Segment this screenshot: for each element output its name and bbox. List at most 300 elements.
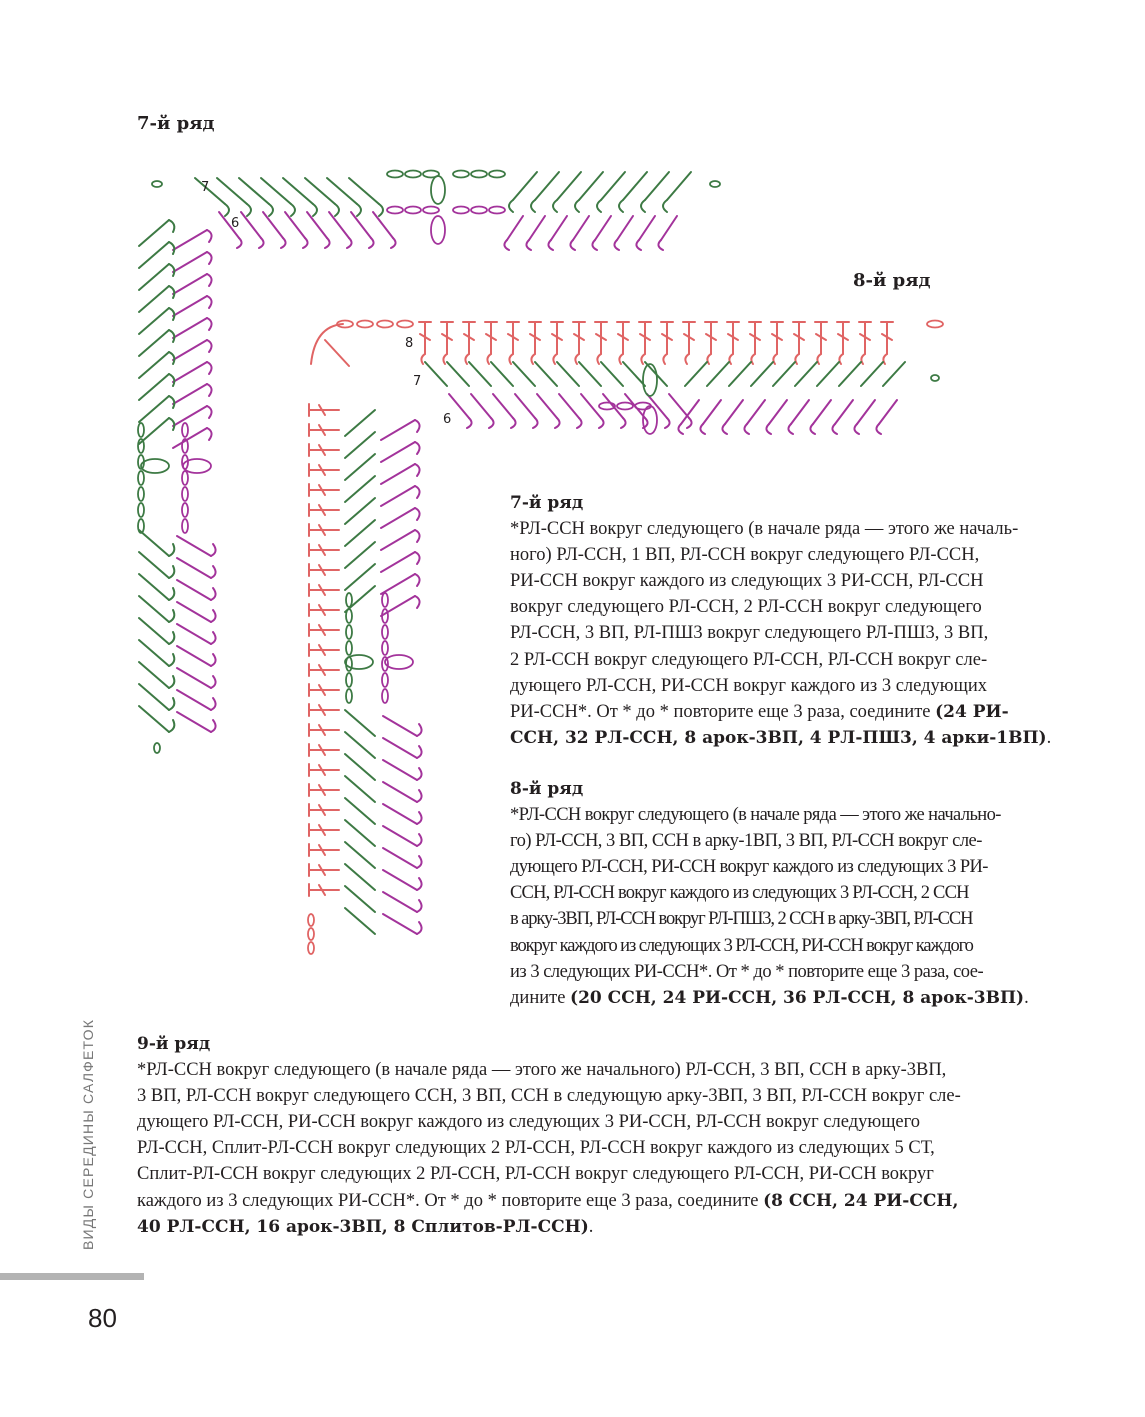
post-stitch-back <box>351 212 371 238</box>
post-hook <box>570 240 575 250</box>
post-stitch-front <box>469 362 491 386</box>
post-hook <box>207 384 212 396</box>
post-hook <box>211 654 216 666</box>
row7-line: дующего РЛ-ССН, РИ-ССН вокруг каждого из 3 следующих <box>510 675 987 696</box>
chain-stitch <box>357 321 373 328</box>
post-hook <box>169 396 174 408</box>
post-stitch-front <box>345 564 375 590</box>
chain-stitch <box>489 207 505 214</box>
row9-end: . <box>588 1216 594 1237</box>
post-hook <box>511 418 516 428</box>
post-hook <box>207 274 212 286</box>
round-label-7: 7 <box>201 180 210 195</box>
post-stitch-back <box>177 580 211 600</box>
post-stitch-back <box>383 782 417 802</box>
post-stitch-back <box>661 216 677 240</box>
cluster-stitch <box>643 406 657 434</box>
chain-stitch <box>308 928 314 940</box>
post-hook <box>207 230 212 242</box>
post-stitch-front <box>345 754 375 780</box>
post-hook <box>729 354 733 364</box>
post-hook <box>548 240 553 250</box>
post-stitch-back <box>177 646 211 666</box>
round-label-6: 6 <box>443 412 452 427</box>
post-stitch-front <box>139 662 169 688</box>
chain-stitch <box>308 942 314 954</box>
post-stitch-back <box>595 216 611 240</box>
chain-stitch <box>453 207 469 214</box>
row7-line: 2 РЛ-ССН вокруг следующего РЛ-ССН, РЛ-ССН вокруг сле- <box>510 649 988 670</box>
post-stitch-back <box>177 712 211 732</box>
post-hook <box>225 204 229 216</box>
post-hook <box>169 676 174 688</box>
post-hook <box>211 698 216 710</box>
post-hook <box>504 240 509 250</box>
chain-stitch <box>387 207 403 214</box>
post-hook <box>678 424 683 434</box>
post-stitch-back <box>381 574 415 594</box>
post-stitch-back <box>581 394 601 418</box>
chain-stitch <box>346 609 352 623</box>
row8-totals: (20 ССН, 24 РИ-ССН, 36 РЛ-ССН, 8 арок-3ВП) <box>570 987 1025 1008</box>
post-stitch-front <box>557 362 579 386</box>
chain-stitch <box>182 503 188 517</box>
post-hook <box>169 632 174 644</box>
post-hook <box>707 354 711 364</box>
row7-title: 7-й ряд <box>510 493 584 513</box>
post-hook <box>685 354 689 364</box>
page-number: 80 <box>88 1303 117 1333</box>
post-stitch-front <box>535 172 559 200</box>
post-hook <box>207 252 212 264</box>
post-stitch-back <box>383 914 417 934</box>
post-hook <box>247 204 251 216</box>
chain-stitch <box>138 487 144 501</box>
row9-title: 9-й ряд <box>137 1034 211 1054</box>
post-hook <box>641 200 645 212</box>
post-hook <box>169 286 174 298</box>
post-stitch-front <box>345 586 375 612</box>
post-hook <box>744 424 749 434</box>
post-hook <box>417 856 422 868</box>
post-hook <box>619 200 623 212</box>
page-bar <box>0 1273 144 1280</box>
post-stitch-back <box>173 406 207 426</box>
diagram-row8-title: 8-й ряд <box>853 270 931 291</box>
post-stitch-back <box>471 394 491 418</box>
post-hook <box>169 308 174 320</box>
post-hook <box>467 418 472 428</box>
post-hook <box>211 566 216 578</box>
chain-stitch <box>382 673 388 687</box>
post-stitch-back <box>177 602 211 622</box>
post-hook <box>658 240 663 250</box>
post-stitch-front <box>345 864 375 890</box>
post-stitch-front <box>601 172 625 200</box>
post-stitch-back <box>381 508 415 528</box>
post-stitch-front <box>729 362 751 386</box>
chain-stitch <box>382 609 388 623</box>
post-stitch-front <box>345 454 375 480</box>
post-stitch-front <box>861 362 883 386</box>
post-stitch-front <box>513 172 537 200</box>
post-stitch-front <box>345 710 375 736</box>
post-hook <box>795 354 799 364</box>
post-hook <box>854 424 859 434</box>
chain-stitch <box>182 487 188 501</box>
post-hook <box>169 544 174 556</box>
post-hook <box>597 200 601 212</box>
post-stitch-back <box>173 230 207 250</box>
post-stitch-back <box>173 318 207 338</box>
post-stitch-front <box>579 172 603 200</box>
chain-stitch <box>382 689 388 703</box>
post-stitch-front <box>345 498 375 524</box>
post-hook <box>211 720 216 732</box>
post-stitch-front <box>839 362 861 386</box>
post-hook <box>415 464 420 476</box>
round-label-8: 8 <box>405 336 414 351</box>
post-stitch-back <box>329 212 349 238</box>
post-stitch-back <box>177 536 211 556</box>
post-hook <box>876 424 881 434</box>
post-hook <box>169 610 174 622</box>
chain-stitch <box>382 625 388 639</box>
post-stitch-back <box>381 420 415 440</box>
round-label-6: 6 <box>231 216 240 231</box>
post-stitch-front <box>601 362 623 386</box>
post-stitch-back <box>449 394 469 418</box>
cluster-stitch <box>385 655 413 669</box>
section-side-label: ВИДЫ СЕРЕДИНЫ САЛФЕТОК <box>80 1018 96 1250</box>
diagram-row7-title: 7-й ряд <box>137 113 215 134</box>
post-hook <box>415 420 420 432</box>
post-stitch-front <box>139 286 169 312</box>
post-stitch-front <box>535 362 557 386</box>
post-hook <box>832 424 837 434</box>
row7-instructions <box>510 490 1051 751</box>
row7-totals-cont: ССН, 32 РЛ-ССН, 8 арок-3ВП, 4 РЛ-ПШ3, 4 арки-1ВП) <box>510 727 1047 748</box>
chain-stitch <box>710 181 720 187</box>
post-stitch-back <box>769 400 787 424</box>
post-hook <box>417 724 422 736</box>
post-stitch-back <box>383 870 417 890</box>
post-hook <box>415 486 420 498</box>
chain-stitch <box>489 171 505 178</box>
post-hook <box>665 418 670 428</box>
post-hook <box>526 240 531 250</box>
post-stitch-front <box>345 798 375 824</box>
post-stitch-front <box>345 410 375 436</box>
post-stitch-back <box>173 296 207 316</box>
chain-stitch <box>182 519 188 533</box>
post-hook <box>211 676 216 688</box>
post-stitch-front <box>513 362 535 386</box>
post-stitch-front <box>139 552 169 578</box>
chain-stitch <box>382 593 388 607</box>
post-stitch-front <box>579 362 601 386</box>
post-stitch-front <box>685 362 707 386</box>
chain-stitch <box>182 423 188 437</box>
row8-end: . <box>1024 987 1029 1008</box>
post-stitch-front <box>645 172 669 200</box>
post-stitch-front <box>139 374 169 400</box>
post-hook <box>533 418 538 428</box>
post-stitch-front <box>623 362 645 386</box>
post-stitch-front <box>139 574 169 600</box>
post-hook <box>663 354 667 364</box>
row8-line: из 3 следующих РИ-ССН*. От * до * повторите еще 3 раза, сое- <box>510 961 984 982</box>
post-stitch-back <box>703 400 721 424</box>
post-hook <box>369 238 374 248</box>
row9-line: 3 ВП, РЛ-ССН вокруг следующего ССН, 3 ВП, ССН в следующую арку-3ВП, 3 ВП, РЛ-ССН вокруг сле- <box>137 1086 961 1107</box>
chain-stitch <box>405 171 421 178</box>
post-hook <box>207 318 212 330</box>
row7-line: РИ-ССН вокруг каждого из следующих 3 РИ-ССН, РЛ-ССН <box>510 571 984 592</box>
post-hook <box>700 424 705 434</box>
post-hook <box>509 200 513 212</box>
post-hook <box>773 354 777 364</box>
post-stitch-front <box>345 842 375 868</box>
post-hook <box>788 424 793 434</box>
post-hook <box>379 204 383 216</box>
post-stitch-front <box>623 172 647 200</box>
chain-stitch <box>405 207 421 214</box>
cluster-stitch <box>431 216 445 244</box>
post-stitch-back <box>383 804 417 824</box>
post-stitch-back <box>493 394 513 418</box>
post-stitch-back <box>383 826 417 846</box>
post-stitch-back <box>639 216 655 240</box>
chain-stitch <box>927 321 943 328</box>
post-stitch-front <box>139 706 169 732</box>
row7-line: вокруг следующего РЛ-ССН, 2 РЛ-ССН вокруг следующего <box>510 597 982 618</box>
post-stitch-back <box>573 216 589 240</box>
post-hook <box>347 238 352 248</box>
post-hook <box>415 530 420 542</box>
post-stitch-front <box>883 362 905 386</box>
post-hook <box>211 588 216 600</box>
post-stitch-back <box>383 716 417 736</box>
post-hook <box>211 632 216 644</box>
post-stitch-back <box>381 486 415 506</box>
row9-totals: (8 ССН, 24 РИ-ССН, <box>763 1190 959 1211</box>
post-hook <box>335 204 339 216</box>
post-stitch-front <box>345 476 375 502</box>
post-hook <box>417 878 422 890</box>
post-hook <box>357 204 361 216</box>
post-hook <box>169 330 174 342</box>
post-stitch-back <box>263 212 283 238</box>
row8-line <box>510 985 1029 1011</box>
row8-title: 8-й ряд <box>510 779 584 799</box>
row7-end: . <box>1046 727 1052 748</box>
post-hook <box>169 374 174 386</box>
post-stitch-front <box>139 264 169 290</box>
row9-line <box>137 1214 961 1240</box>
post-hook <box>169 720 174 732</box>
post-stitch-back <box>381 442 415 462</box>
post-hook <box>722 424 727 434</box>
row9-line: Сплит-РЛ-ССН вокруг следующих 2 РЛ-ССН, РЛ-ССН вокруг следующего РЛ-ССН, РИ-ССН вокруг <box>137 1164 934 1185</box>
post-hook <box>207 428 212 440</box>
post-hook <box>751 354 755 364</box>
chain-stitch <box>152 181 162 187</box>
post-hook <box>417 922 422 934</box>
post-stitch-front <box>345 432 375 458</box>
post-hook <box>599 418 604 428</box>
post-stitch-front <box>345 542 375 568</box>
post-hook <box>839 354 843 364</box>
row9-line <box>137 1188 961 1214</box>
chain-stitch <box>346 641 352 655</box>
post-hook <box>169 418 174 430</box>
post-stitch-back <box>515 394 535 418</box>
post-hook <box>415 552 420 564</box>
chain-stitch <box>138 471 144 485</box>
post-stitch-back <box>791 400 809 424</box>
chain-stitch <box>377 321 393 328</box>
post-hook <box>169 698 174 710</box>
post-hook <box>207 296 212 308</box>
chain-stitch <box>138 503 144 517</box>
post-hook <box>621 418 626 428</box>
row8-line: в арку-3ВП, РЛ-ССН вокруг РЛ-ПШ3, 2 ССН в арку-3ВП, РЛ-ССН <box>510 909 973 930</box>
row7-line: *РЛ-ССН вокруг следующего (в начале ряда — этого же началь- <box>510 519 1019 540</box>
row8-line: вокруг каждого из следующих 3 РЛ-ССН, РИ-ССН вокруг каждого <box>510 935 973 956</box>
row8-line: го) РЛ-ССН, 3 ВП, ССН в арку-1ВП, 3 ВП, РЛ-ССН вокруг сле- <box>510 831 982 852</box>
post-hook <box>207 406 212 418</box>
post-stitch-back <box>177 690 211 710</box>
post-stitch-back <box>381 464 415 484</box>
post-stitch-front <box>139 640 169 666</box>
post-stitch-back <box>177 558 211 578</box>
post-stitch-back <box>177 668 211 688</box>
post-stitch-front <box>491 362 513 386</box>
post-stitch-front <box>557 172 581 200</box>
post-hook <box>555 418 560 428</box>
post-stitch-back <box>173 340 207 360</box>
post-hook <box>169 264 174 276</box>
row8-line8-text: дините <box>510 987 571 1008</box>
post-stitch-back <box>173 384 207 404</box>
post-hook <box>207 340 212 352</box>
post-hook <box>417 768 422 780</box>
post-stitch-back <box>551 216 567 240</box>
post-stitch-front <box>139 220 169 246</box>
post-stitch-front <box>139 684 169 710</box>
post-hook <box>169 352 174 364</box>
post-hook <box>417 812 422 824</box>
post-stitch-back <box>381 552 415 572</box>
post-stitch-front <box>447 362 469 386</box>
post-stitch-back <box>381 530 415 550</box>
post-hook <box>169 242 174 254</box>
post-stitch-back <box>373 212 393 238</box>
post-hook <box>169 588 174 600</box>
post-hook <box>207 362 212 374</box>
post-hook <box>861 354 865 364</box>
chain-stitch <box>453 171 469 178</box>
post-stitch-front <box>751 362 773 386</box>
post-hook <box>577 418 582 428</box>
post-stitch-front <box>345 520 375 546</box>
post-hook <box>169 654 174 666</box>
post-hook <box>303 238 308 248</box>
post-hook <box>575 200 579 212</box>
post-stitch-front <box>139 530 169 556</box>
post-hook <box>614 240 619 250</box>
chain-stitch <box>382 641 388 655</box>
post-stitch-front <box>139 596 169 622</box>
post-hook <box>269 204 273 216</box>
row7-line: ного) РЛ-ССН, 1 ВП, РЛ-ССН вокруг следующего РЛ-ССН, <box>510 545 980 566</box>
cluster-stitch <box>431 176 445 204</box>
post-stitch-back <box>603 394 623 418</box>
chain-stitch <box>387 171 403 178</box>
post-stitch-back <box>857 400 875 424</box>
post-hook <box>415 596 420 608</box>
corner-chain <box>311 324 343 364</box>
post-stitch-back <box>177 624 211 644</box>
post-stitch-front <box>345 820 375 846</box>
post-stitch-back <box>383 760 417 780</box>
cluster-stitch <box>345 655 373 669</box>
row7-line8-text: РИ-ССН*. От * до * повторите еще 3 раза, соедините <box>510 701 936 722</box>
chain-stitch <box>471 171 487 178</box>
chain-stitch <box>308 914 314 926</box>
row7-line <box>510 699 1051 725</box>
post-stitch-back <box>507 216 523 240</box>
post-stitch-front <box>345 776 375 802</box>
post-hook <box>817 354 821 364</box>
post-stitch-back <box>173 428 207 448</box>
chain-stitch <box>423 207 439 214</box>
post-hook <box>417 834 422 846</box>
post-hook <box>415 442 420 454</box>
post-stitch-back <box>383 848 417 868</box>
post-hook <box>325 238 330 248</box>
row9-totals-cont: 40 РЛ-ССН, 16 арок-3ВП, 8 Сплитов-РЛ-ССН) <box>137 1216 589 1237</box>
chain-stitch <box>617 403 633 410</box>
chain-stitch <box>346 625 352 639</box>
post-hook <box>259 238 264 248</box>
post-hook <box>211 610 216 622</box>
post-hook <box>417 746 422 758</box>
post-stitch-back <box>835 400 853 424</box>
row7-line: РЛ-ССН, 3 ВП, РЛ-ПШ3 вокруг следующего РЛ-ПШ3, 3 ВП, <box>510 623 989 644</box>
post-stitch-back <box>307 212 327 238</box>
post-stitch-front <box>139 396 169 422</box>
post-hook <box>766 424 771 434</box>
chain-stitch <box>346 673 352 687</box>
post-stitch-back <box>725 400 743 424</box>
post-hook <box>489 418 494 428</box>
cluster-stitch <box>141 459 169 473</box>
chain-stitch <box>397 321 413 328</box>
post-stitch-back <box>747 400 765 424</box>
post-stitch-front <box>139 242 169 268</box>
post-stitch-back <box>173 252 207 272</box>
row8-line: дующего РЛ-ССН, РИ-ССН вокруг каждого из следующих 3 РИ- <box>510 857 988 878</box>
chain-stitch <box>471 207 487 214</box>
post-hook <box>663 200 667 212</box>
post-stitch-front <box>425 362 447 386</box>
chain-stitch <box>182 471 188 485</box>
post-hook <box>553 200 557 212</box>
post-stitch-front <box>139 308 169 334</box>
chain-stitch <box>346 689 352 703</box>
